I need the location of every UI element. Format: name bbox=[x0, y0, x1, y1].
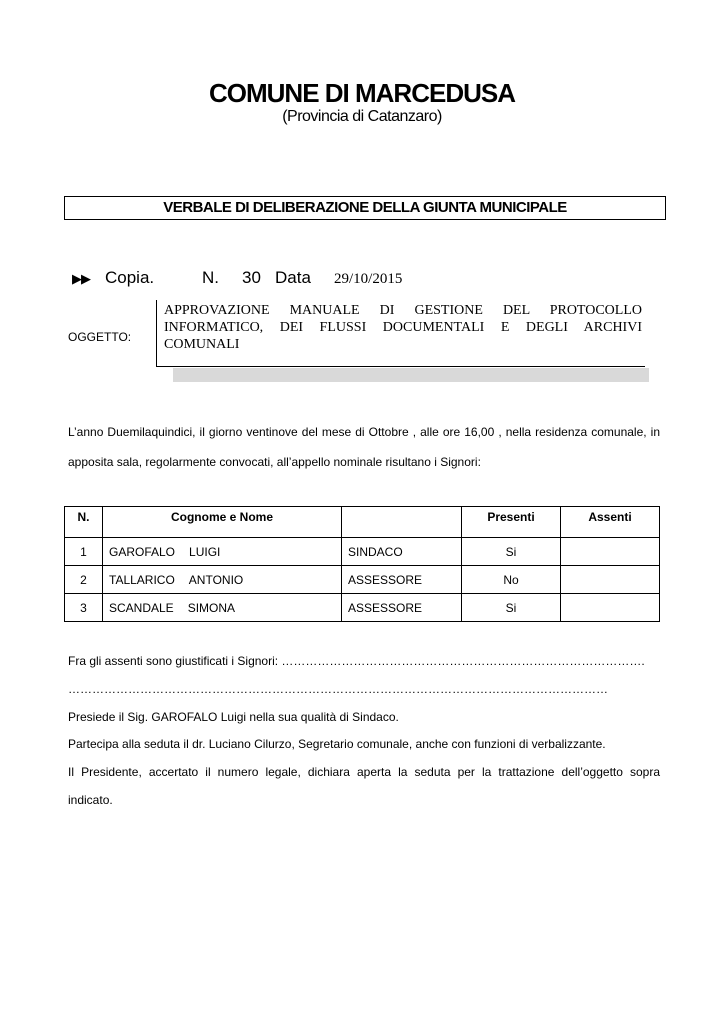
verbale-heading: VERBALE DI DELIBERAZIONE DELLA GIUNTA MUNICIPALE bbox=[64, 196, 666, 220]
member-surname: TALLARICO bbox=[109, 572, 175, 587]
table-row bbox=[65, 594, 660, 622]
giustificati-line: Fra gli assenti sono giustificati i Signori: ………………………………………………………………………………. bbox=[68, 654, 645, 668]
copia-label: Copia. bbox=[105, 268, 155, 287]
dotted-line: ……………………………………………………………………………………………………………………… bbox=[68, 682, 608, 696]
table-row bbox=[65, 566, 660, 594]
deliberation-number: 30 bbox=[242, 268, 261, 287]
member-assenti bbox=[561, 566, 660, 594]
intro-line-2: apposita sala, regolarmente convocati, all’appello nominale risultano i Signori: bbox=[68, 455, 481, 469]
member-role: ASSESSORE bbox=[342, 594, 462, 622]
header-n: N. bbox=[65, 507, 103, 538]
member-surname: GAROFALO bbox=[109, 544, 176, 559]
presiede-line: Presiede il Sig. GAROFALO Luigi nella sua qualità di Sindaco. bbox=[68, 710, 399, 724]
member-presenti: No bbox=[462, 566, 561, 594]
number-label: N. bbox=[202, 268, 219, 287]
double-arrow-icon: ▶▶ bbox=[72, 271, 90, 286]
member-role: SINDACO bbox=[342, 538, 462, 566]
partecipa-line: Partecipa alla seduta il dr. Luciano Cilurzo, Segretario comunale, anche con funzioni di verbalizzante. bbox=[68, 737, 606, 751]
indicato-line: indicato. bbox=[68, 793, 113, 807]
member-assenti bbox=[561, 538, 660, 566]
row-number: 1 bbox=[65, 538, 103, 566]
oggetto-label: OGGETTO: bbox=[68, 330, 132, 344]
member-firstname: LUIGI bbox=[189, 544, 221, 559]
header-role bbox=[342, 507, 462, 538]
header-assenti: Assenti bbox=[561, 507, 660, 538]
presidente-line: Il Presidente, accertato il numero legale, dichiara aperta la seduta per la trattazione dell’oggetto sopra bbox=[68, 765, 660, 779]
date-label: Data bbox=[275, 268, 311, 287]
member-assenti bbox=[561, 594, 660, 622]
row-number: 2 bbox=[65, 566, 103, 594]
attendance-table bbox=[64, 506, 660, 622]
deliberation-date: 29/10/2015 bbox=[334, 271, 403, 287]
grey-bar bbox=[173, 368, 649, 382]
table-header-row bbox=[65, 507, 660, 538]
member-name bbox=[103, 566, 342, 594]
member-role: ASSESSORE bbox=[342, 566, 462, 594]
province-subtitle: (Provincia di Catanzaro) bbox=[282, 108, 442, 125]
member-firstname: SIMONA bbox=[187, 600, 236, 615]
header-name: Cognome e Nome bbox=[103, 507, 342, 538]
member-firstname: ANTONIO bbox=[188, 572, 244, 587]
table-row bbox=[65, 538, 660, 566]
member-name bbox=[103, 594, 342, 622]
member-presenti: Si bbox=[462, 594, 561, 622]
row-number: 3 bbox=[65, 594, 103, 622]
member-name bbox=[103, 538, 342, 566]
member-surname: SCANDALE bbox=[109, 600, 174, 615]
intro-line-1: L’anno Duemilaquindici, il giorno ventinove del mese di Ottobre , alle ore 16,00 , nella residenza comunale, in bbox=[68, 425, 660, 439]
page-title: COMUNE DI MARCEDUSA bbox=[209, 78, 515, 108]
member-presenti: Si bbox=[462, 538, 561, 566]
oggetto-text: APPROVAZIONE MANUALE DI GESTIONE DEL PROTOCOLLO INFORMATICO, DEI FLUSSI DOCUMENTALI E DEGLI ARCHIVI COMUNALI bbox=[164, 303, 642, 352]
header-presenti: Presenti bbox=[462, 507, 561, 538]
